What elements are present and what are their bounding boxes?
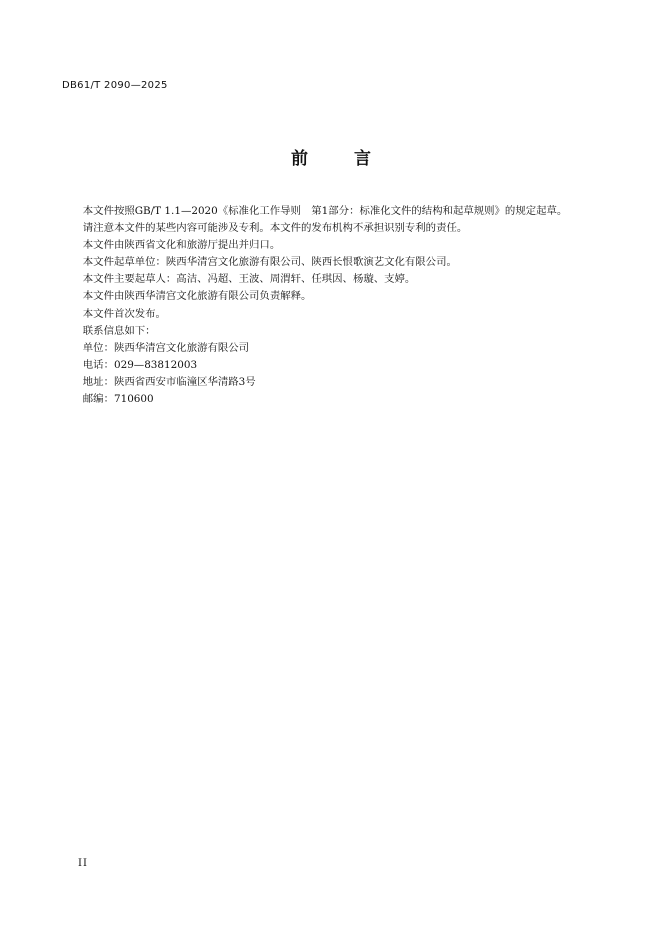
foreword-body <box>62 203 590 408</box>
paragraph-contact-heading: 联系信息如下： <box>82 324 156 337</box>
document-code: DB61/T 2090—2025 <box>62 80 168 91</box>
contact-phone: 电话：029—83812003 <box>82 358 198 371</box>
paragraph-drafting-units: 本文件起草单位：陕西华清宫文化旅游有限公司、陕西长恨歌演艺文化有限公司。 <box>82 256 457 269</box>
paragraph-first-release: 本文件首次发布。 <box>82 307 166 320</box>
paragraph-proposer: 本文件由陕西省文化和旅游厅提出并归口。 <box>82 239 281 252</box>
title-char-1: 前 <box>291 149 308 169</box>
title-char-2: 言 <box>354 149 371 169</box>
page-title <box>0 144 662 169</box>
contact-unit: 单位：陕西华清宫文化旅游有限公司 <box>82 341 250 354</box>
contact-postcode: 邮编：710600 <box>82 393 154 406</box>
paragraph-drafting-rules: 本文件按照GB/T 1.1—2020《标准化工作导则 第1部分：标准化文件的结构和起草规则》的规定起草。 <box>82 205 568 217</box>
paragraph-drafters: 本文件主要起草人：高洁、冯超、王波、周渭轩、任琪因、杨璇、支婷。 <box>82 273 416 286</box>
page-number: II <box>78 858 88 869</box>
paragraph-interpretation: 本文件由陕西华清宫文化旅游有限公司负责解释。 <box>82 290 312 303</box>
paragraph-patent-notice: 请注意本文件的某些内容可能涉及专利。本文件的发布机构不承担识别专利的责任。 <box>82 222 468 235</box>
contact-address: 地址：陕西省西安市临潼区华清路3号 <box>82 375 256 388</box>
